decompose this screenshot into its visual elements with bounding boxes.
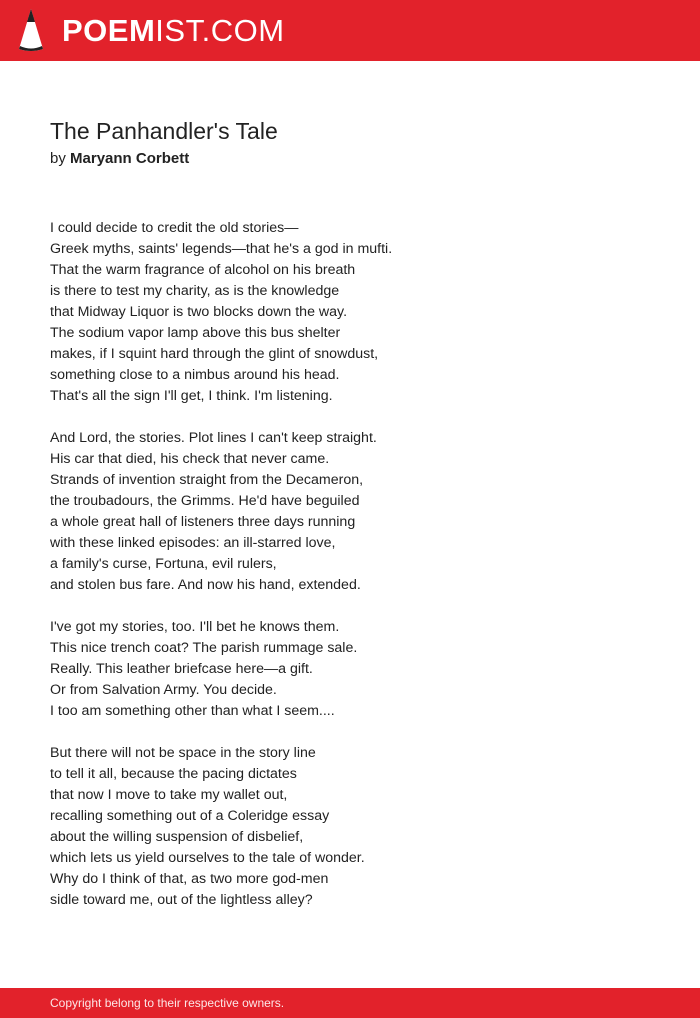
poem-line: Or from Salvation Army. You decide. — [50, 682, 277, 698]
stanza — [50, 743, 670, 911]
poem-line: about the willing suspension of disbelief, — [50, 829, 304, 845]
poem-line: that now I move to take my wallet out, — [50, 787, 288, 803]
poem-line: and stolen bus fare. And now his hand, extended. — [50, 577, 361, 593]
poem-line: to tell it all, because the pacing dictates — [50, 766, 297, 782]
poem-line: The sodium vapor lamp above this bus shelter — [50, 325, 341, 341]
by-label: by — [50, 150, 66, 167]
poem-line: makes, if I squint hard through the glint of snowdust, — [50, 346, 379, 362]
copyright-notice: Copyright belong to their respective owners. — [50, 996, 285, 1010]
poem-line: with these linked episodes: an ill-starred love, — [50, 535, 336, 551]
poem-line: But there will not be space in the story line — [50, 745, 316, 761]
poem-line: That the warm fragrance of alcohol on his breath — [50, 262, 356, 278]
site-logo[interactable] — [62, 11, 285, 51]
poem-line: And Lord, the stories. Plot lines I can't keep straight. — [50, 430, 377, 446]
poem-line: recalling something out of a Coleridge essay — [50, 808, 330, 824]
poem-line: I've got my stories, too. I'll bet he knows them. — [50, 619, 340, 635]
logo-text-light: IST.COM — [155, 13, 285, 48]
poem-line: is there to test my charity, as is the knowledge — [50, 283, 340, 299]
poem-line: sidle toward me, out of the lightless alley? — [50, 892, 313, 908]
stanza — [50, 617, 670, 722]
poem-line: Strands of invention straight from the Decameron, — [50, 472, 364, 488]
poem-line: something close to a nimbus around his head. — [50, 367, 340, 383]
site-footer — [0, 988, 700, 1018]
poem-line: that Midway Liquor is two blocks down the way. — [50, 304, 348, 320]
poem-line: I too am something other than what I seem.... — [50, 703, 335, 719]
poem-title: The Panhandler's Tale — [50, 118, 278, 144]
poem-line: His car that died, his check that never came. — [50, 451, 330, 467]
stanza — [50, 428, 670, 596]
author-name: Maryann Corbett — [70, 150, 190, 167]
poem-line: Really. This leather briefcase here—a gift. — [50, 661, 313, 677]
poem-line: a family's curse, Fortuna, evil rulers, — [50, 556, 277, 572]
poem-line: I could decide to credit the old stories— — [50, 220, 299, 236]
stanza — [50, 218, 670, 407]
poem-body — [50, 218, 670, 932]
logo-text-bold: POEM — [62, 13, 156, 48]
poem-line: That's all the sign I'll get, I think. I'm listening. — [50, 388, 333, 404]
byline — [50, 148, 189, 170]
poem-line: a whole great hall of listeners three days running — [50, 514, 356, 530]
pencil-tip-icon[interactable] — [17, 8, 45, 52]
poem-line: which lets us yield ourselves to the tale of wonder. — [50, 850, 365, 866]
poem-line: Why do I think of that, as two more god-men — [50, 871, 329, 887]
poem-line: Greek myths, saints' legends—that he's a god in mufti. — [50, 241, 393, 257]
poem-line: the troubadours, the Grimms. He'd have beguiled — [50, 493, 360, 509]
site-header — [0, 0, 700, 61]
poem-line: This nice trench coat? The parish rummage sale. — [50, 640, 358, 656]
